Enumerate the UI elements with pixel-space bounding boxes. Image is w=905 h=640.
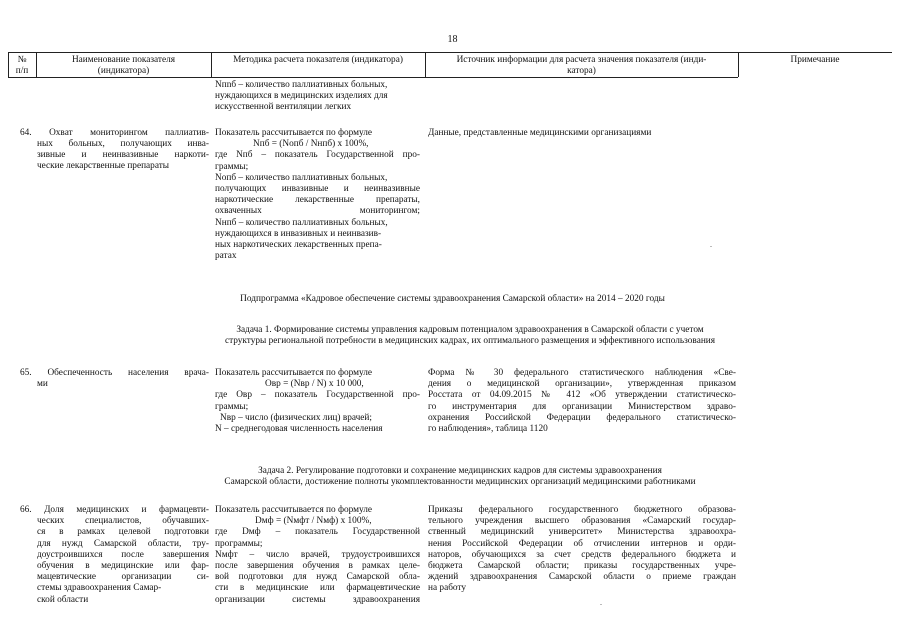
task-1-heading: Задача 1. Формирование системы управления кадровым потенциалом здравоохранения в Самарской области с учетом структуры региональной потребности в медицинских кадрах, их оптимального размещения и эффективного использования: [224, 325, 716, 347]
continuation-method-text: Nпnб – количество паллиативных больных, нуждающихся в медицинских изделиях для искусственной вентиляции легких: [215, 80, 388, 113]
header-number: № п/п: [15, 55, 29, 77]
subprogram-heading: Подпрограмма «Кадровое обеспечение системы здравоохранения Самарской области» на 2014 – 2020 годы: [240, 294, 665, 304]
scan-speck: [710, 246, 712, 247]
row-64-name: 64. Охват мониторингом паллиатив-: [20, 128, 209, 138]
row-64-name: ных больных, получающих инва- зивные и неинвазивные наркоти-: [37, 139, 209, 161]
row-66-name: 66. Доля медицинских и фармацевти- ческих специалистов, обучавших- ся в рамках целевой подготовки для нужд Самарской области, тру- доустроившихся после завершения обучения в медицинские или фар- мацевтические организации си- стемы здравоохранения Самар- ской области: [20, 505, 209, 605]
row-65-name: 65. Обеспеченность населения врача- ми: [20, 368, 209, 390]
header-indicator-name: Наименование показателя (индикатора): [71, 55, 176, 77]
header-note: Примечание: [790, 55, 840, 65]
row-64-source: Данные, представленные медицинскими организациями: [428, 128, 652, 138]
row-65-source: Форма № 30 федерального статистического наблюдения «Све- дения о медицинской организации», утвержденная приказом Росстата от 04.09.2015 № 412 «Об утверждении статистическо- го инструментария для организации Министерством здраво- охранения Российской Федерации федерального статистическо- го наблюдения», таблица 1120: [428, 368, 736, 435]
row-66-method: Показатель рассчитывается по формуле Dмф = (Nмфт / Nмф) x 100%, где Dмф – показатель Государственной программы; Nмфт – число врачей, трудоустроившихся после завершения обучения в рамках целе- вой подготовки для нужд Самарской обла- сти в медицинские или фармацевтические организации системы здравоохранения: [215, 505, 420, 605]
task-2-heading: Задача 2. Регулирование подготовки и сохранение медицинских кадров для системы здравоохранения Самарской области, достижение полноты укомплектованности медицинских организаций медицинскими работниками: [224, 466, 696, 488]
row-66-name-line: ской области: [37, 594, 89, 605]
page-number: 18: [447, 34, 458, 45]
scan-speck: [600, 604, 602, 605]
row-64-name: ческие лекарственные препараты: [37, 161, 170, 171]
row-66-source: Приказы федерального государственного бюджетного образова- тельного учреждения высшего образования «Самарский государ- ственный медицинский университет» Министерства здравоохра- нения Российской Федерации об отчислении интернов и орди- наторов, обучающихся за счет средств федерального бюджета и бюджета Самарской области; приказы государственных учре- ждений здравоохранения Самарской области о приеме граждан на работу: [428, 505, 736, 594]
header-top-rule: [8, 52, 892, 53]
row-65-method: Показатель рассчитывается по формуле Oвр = (Nвр / N) x 10 000, где Oвр – показатель Государственной про- граммы; Nвр – число (физических лиц) врачей; N – среднегодовая численность населения: [215, 368, 420, 435]
row-64-method: Показатель рассчитывается по формуле Nпб = (Nопб / Nнпб) x 100%, где Nпб – показатель Государственной про- граммы; Nопб – количество паллиативных больных, получающих инвазивные и неинвазивные наркотические лекарственные препараты, охваченных мониторингом; Nнпб – количество паллиативных больных, нуждающихся в инвазивных и неинвазив- ных наркотических лекарственных препа- ратах: [215, 128, 420, 262]
header-method: Методика расчета показателя (индикатора): [233, 55, 403, 65]
header-source: Источник информации для расчета значения показателя (инди- катора): [456, 55, 707, 77]
